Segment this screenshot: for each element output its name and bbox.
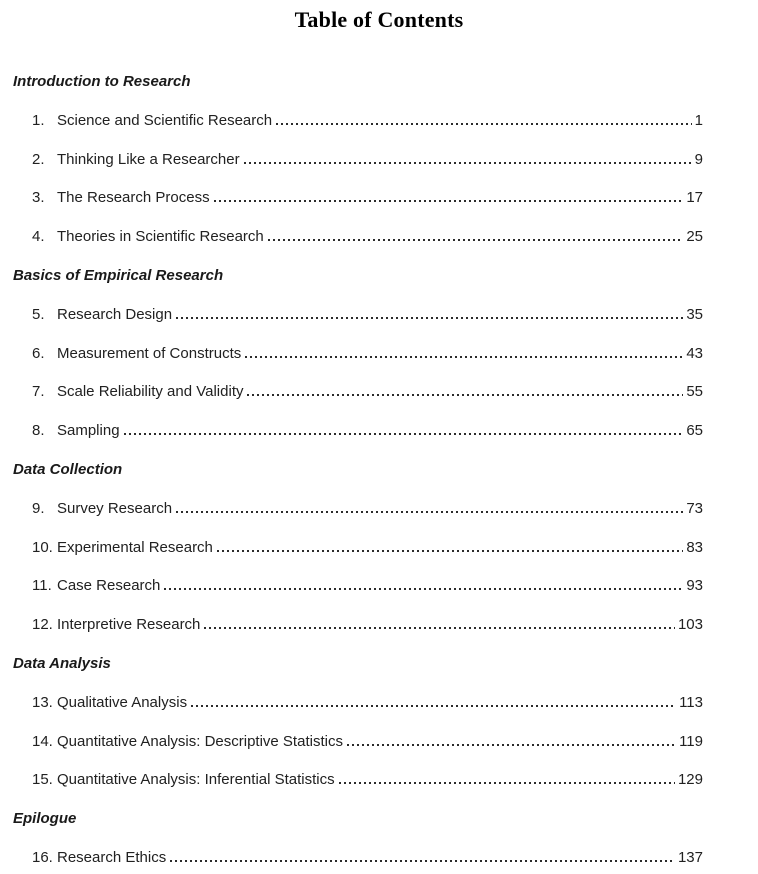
dot-leader xyxy=(164,588,683,590)
dot-leader xyxy=(176,511,683,513)
toc-page xyxy=(0,6,758,874)
entry-title: The Research Process xyxy=(57,189,210,207)
entry-page-number: 43 xyxy=(686,344,703,362)
entry-page-number: 113 xyxy=(679,693,703,711)
entry-number: 16. xyxy=(32,848,53,866)
dot-leader xyxy=(245,356,683,358)
entry-number: 1. xyxy=(32,111,45,129)
toc-entry xyxy=(13,335,703,374)
toc-entry xyxy=(13,141,703,180)
toc-entry xyxy=(13,296,703,335)
toc-entry xyxy=(13,218,703,257)
section-heading: Basics of Empirical Research xyxy=(13,266,224,284)
entry-number: 5. xyxy=(32,305,45,323)
dot-leader xyxy=(191,705,676,707)
entry-number: 11. xyxy=(32,577,52,595)
entry-number: 10. xyxy=(32,538,53,556)
entry-title: Interpretive Research xyxy=(57,616,201,634)
toc-entry xyxy=(13,102,703,141)
entry-page-number: 129 xyxy=(677,771,703,789)
dot-leader xyxy=(276,123,692,125)
entry-page-number: 73 xyxy=(686,499,703,517)
entry-page-number: 17 xyxy=(686,189,703,207)
toc-entry xyxy=(13,567,703,606)
entry-title: Science and Scientific Research xyxy=(57,111,273,129)
entry-title: Research Ethics xyxy=(57,848,167,866)
dot-leader xyxy=(244,162,692,164)
toc-entry xyxy=(13,490,703,529)
entry-title: Survey Research xyxy=(57,499,173,517)
toc-entry xyxy=(13,606,703,645)
dot-leader xyxy=(247,394,683,396)
entry-page-number: 103 xyxy=(677,616,703,634)
dot-leader xyxy=(214,200,684,202)
dot-leader xyxy=(217,550,683,552)
page-title: Table of Contents xyxy=(294,7,464,32)
entry-number: 3. xyxy=(32,189,45,207)
entry-page-number: 83 xyxy=(686,538,703,556)
entry-number: 13. xyxy=(32,693,53,711)
entry-number: 14. xyxy=(32,732,53,750)
section-heading: Introduction to Research xyxy=(13,73,191,90)
toc-entry xyxy=(13,179,703,218)
entry-title: Quantitative Analysis: Descriptive Statistics xyxy=(57,732,343,750)
toc-entry xyxy=(13,723,703,762)
entry-title: Scale Reliability and Validity xyxy=(57,383,244,401)
entry-page-number: 35 xyxy=(686,305,703,323)
entry-page-number: 65 xyxy=(686,422,703,440)
entry-title: Case Research xyxy=(57,577,161,595)
toc-entry xyxy=(13,761,703,800)
entry-number: 12. xyxy=(32,616,53,634)
dot-leader xyxy=(347,744,676,746)
entry-page-number: 137 xyxy=(677,848,703,866)
entry-number: 4. xyxy=(32,228,45,246)
entry-title: Quantitative Analysis: Inferential Statistics xyxy=(57,771,335,789)
entry-page-number: 119 xyxy=(679,732,703,750)
entry-title: Sampling xyxy=(57,422,120,440)
toc-entry xyxy=(13,684,703,723)
entry-title: Thinking Like a Researcher xyxy=(57,150,240,168)
entry-title: Measurement of Constructs xyxy=(57,344,242,362)
entry-page-number: 93 xyxy=(686,577,703,595)
entry-number: 2. xyxy=(32,150,45,168)
dot-leader xyxy=(170,860,675,862)
entry-page-number: 25 xyxy=(686,228,703,246)
entry-number: 7. xyxy=(32,383,45,401)
entry-page-number: 1 xyxy=(694,111,703,129)
dot-leader xyxy=(268,239,684,241)
toc-list xyxy=(0,63,758,874)
entry-number: 15. xyxy=(32,771,53,789)
entry-title: Qualitative Analysis xyxy=(57,693,188,711)
entry-number: 9. xyxy=(32,499,45,517)
toc-entry xyxy=(13,529,703,568)
section-heading: Epilogue xyxy=(13,810,77,828)
section-heading: Data Collection xyxy=(13,460,123,478)
dot-leader xyxy=(339,782,675,784)
dot-leader xyxy=(124,433,684,435)
entry-page-number: 55 xyxy=(686,383,703,401)
entry-number: 8. xyxy=(32,422,45,440)
entry-title: Experimental Research xyxy=(57,538,213,556)
dot-leader xyxy=(204,627,675,629)
entry-number: 6. xyxy=(32,344,45,362)
section-heading: Data Analysis xyxy=(13,654,111,672)
entry-page-number: 9 xyxy=(694,150,703,168)
entry-title: Theories in Scientific Research xyxy=(57,228,264,246)
toc-entry xyxy=(13,839,703,874)
dot-leader xyxy=(176,317,683,319)
toc-entry xyxy=(13,373,703,412)
toc-entry xyxy=(13,412,703,451)
entry-title: Research Design xyxy=(57,305,173,323)
